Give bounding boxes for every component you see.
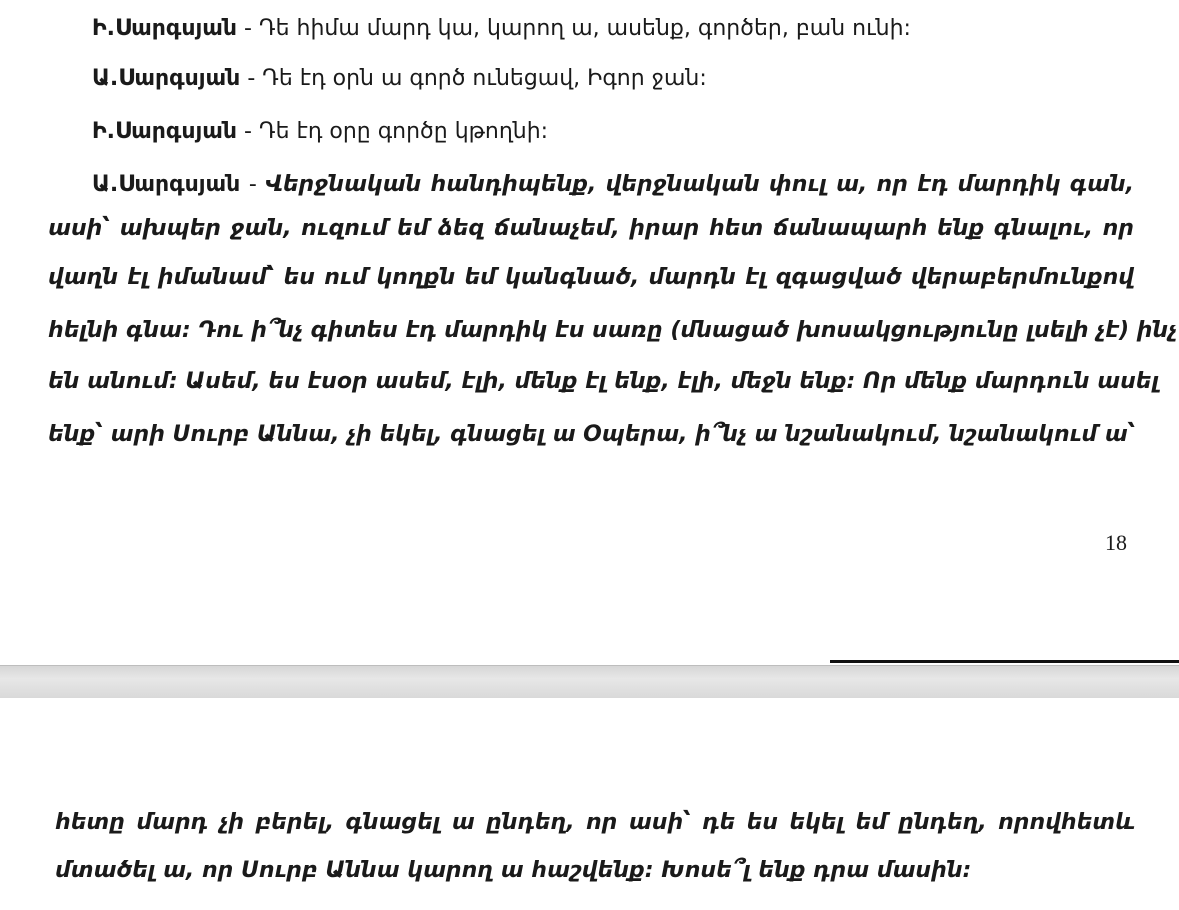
page-number: 18	[1105, 530, 1127, 555]
paragraph-line: ասի՝ ախպեր ջան, ուզում եմ ձեզ ճանաչեմ, իրար հետ ճանապարհ ենք գնալու, որ	[48, 216, 1134, 241]
dialogue-line-2	[92, 64, 707, 94]
page-edge-shadow	[830, 660, 1179, 663]
dialogue-line-1	[92, 14, 911, 44]
dialogue-text: Դե հիմա մարդ կա, կարող ա, ասենք, գործեր, բան ունի:	[259, 16, 911, 41]
speaker-name: Ա.Սարգսյան	[92, 172, 241, 197]
document-page-bottom	[0, 698, 1179, 910]
dialogue-line-3	[92, 117, 548, 147]
paragraph-line: մտածել ա, որ Սուրբ Աննա կարող ա հաշվենք: Խոսե՞լ ենք դրա մասին:	[55, 858, 972, 883]
page-separator	[0, 665, 1179, 699]
speaker-name: Ա.Սարգսյան	[92, 66, 241, 91]
dialogue-text: Դե էդ օրն ա գործ ունեցավ, Իգոր ջան:	[262, 66, 707, 91]
separator: -	[240, 172, 266, 197]
paragraph-line: ենք՝ արի Սուրբ Աննա, չի եկել, գնացել ա Օպերա, ի՞նչ ա նշանակում, նշանակում ա՝	[48, 422, 1136, 447]
speaker-name: Ի.Սարգսյան	[92, 16, 238, 41]
separator: -	[240, 66, 263, 91]
dialogue-text: Դե էդ օրը գործը կթողնի:	[259, 119, 549, 144]
dialogue-text: Վերջնական հանդիպենք, վերջնական փուլ ա, որ էդ մարդիկ գան,	[265, 172, 1134, 197]
dialogue-line-4	[92, 170, 1134, 200]
paragraph-line: հետը մարդ չի բերել, գնացել ա ընդեղ, որ ասի՝ դե ես եկել եմ ընդեղ, որովհետև	[55, 810, 1135, 835]
paragraph-line: հելնի գնա: Դու ի՞նչ գիտես էդ մարդիկ էս սառը (մնացած խոսակցությունը լսելի չէ) ինչ	[48, 318, 1178, 343]
paragraph-line: են անում: Ասեմ, ես էսօր ասեմ, էլի, մենք էլ ենք, էլի, մեջն ենք: Որ մենք մարդուն ասել	[48, 369, 1160, 394]
paragraph-line: վաղն էլ իմանամ՝ ես ում կողքն եմ կանգնած, մարդն էլ զգացված վերաբերմունքով	[48, 265, 1134, 290]
speaker-name: Ի.Սարգսյան	[92, 119, 238, 144]
separator: -	[237, 16, 259, 41]
separator: -	[237, 119, 259, 144]
